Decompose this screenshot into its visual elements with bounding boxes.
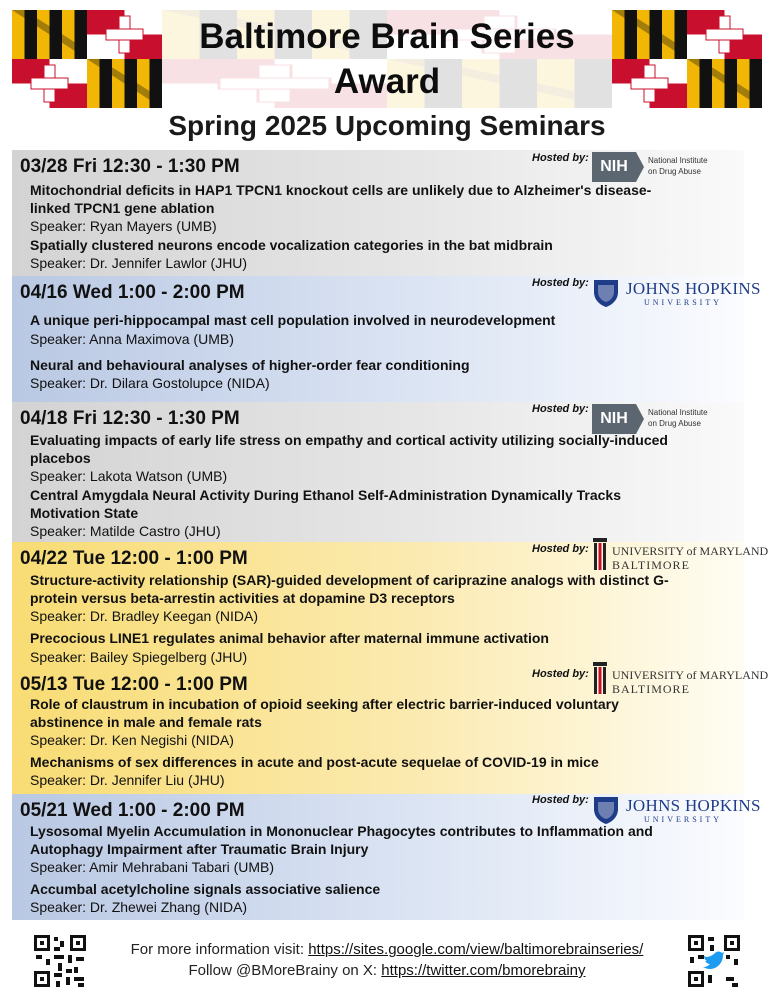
talk-speaker: Speaker: Dr. Dilara Gostolupce (NIDA) [30,375,270,391]
jhu-name: JOHNS HOPKINS [626,279,761,298]
seminar-section [12,402,744,542]
hosted-by-label: Hosted by: [532,403,589,415]
umb-logo [592,662,769,698]
footer-info-prefix: For more information visit: [130,941,309,958]
hosted-by-label: Hosted by: [532,543,589,555]
talk-speaker: Speaker: Dr. Bradley Keegan (NIDA) [30,608,258,624]
website-link[interactable]: https://sites.google.com/view/baltimorebrainseries/ [308,941,644,958]
hosted-by-label: Hosted by: [532,277,589,289]
seminar-date: 04/22 Tue 12:00 - 1:00 PM [20,548,248,569]
nih-mark: NIH [592,404,636,434]
jhu-logo [592,278,761,310]
seminar-section [12,276,761,402]
talk-title: Role of claustrum in incubation of opioid seeking after electric barrier-induced voluntary abstinence in male and female rats [30,696,619,730]
talk-title: Neural and behavioural analyses of higher-order fear conditioning [30,357,470,373]
seminar-date: 03/28 Fri 12:30 - 1:30 PM [20,156,240,177]
jhu-subname: UNIVERSITY [644,815,722,824]
talk-speaker: Speaker: Dr. Ken Negishi (NIDA) [30,732,234,748]
footer-follow-prefix: Follow @BMoreBrainy on X: [188,962,382,979]
maryland-flag-right [612,10,762,108]
footer-follow-line [100,962,674,979]
qr-code-website[interactable] [32,933,88,989]
seminar-date: 05/21 Wed 1:00 - 2:00 PM [20,800,245,821]
twitter-link[interactable]: https://twitter.com/bmorebrainy [381,962,586,979]
hosted-by-label: Hosted by: [532,668,589,680]
talk-speaker: Speaker: Dr. Zhewei Zhang (NIDA) [30,899,248,915]
hosted-by-label: Hosted by: [532,794,589,806]
footer-info-line [100,941,674,958]
talk-speaker: Speaker: Dr. Jennifer Liu (JHU) [30,772,225,788]
umb-name: UNIVERSITY of MARYLAND [612,544,769,558]
jhu-subname: UNIVERSITY [644,298,722,307]
umb-mace-icon [592,662,608,696]
umb-subname: BALTIMORE [612,682,690,696]
seminar-section [12,794,761,920]
page-subtitle: Spring 2025 Upcoming Seminars [168,110,606,141]
talk-title: Central Amygdala Neural Activity During Ethanol Self-Administration Dynamically Tracks Motivation State [30,487,622,521]
talk-title: Precocious LINE1 regulates animal behavior after maternal immune activation [30,630,549,646]
seminar-section [12,668,769,794]
talk-title: A unique peri-hippocampal mast cell population involved in neurodevelopment [30,312,556,328]
nih-mark: NIH [592,152,636,182]
talk-title: Spatially clustered neurons encode vocalization categories in the bat midbrain [30,237,553,253]
umb-mace-icon [592,538,608,572]
talk-speaker: Speaker: Dr. Jennifer Lawlor (JHU) [30,255,248,271]
talk-title: Lysosomal Myelin Accumulation in Mononuclear Phagocytes contributes to Inflammation and Autophagy Impairment after Traumatic Brain Injury [30,823,653,857]
maryland-flag-left [12,10,162,108]
jhu-shield-icon [592,278,620,308]
qr-code-twitter[interactable] [686,933,742,989]
hosted-by-label: Hosted by: [532,152,589,164]
talk-speaker: Speaker: Anna Maximova (UMB) [30,331,234,347]
nih-arrow-icon [636,152,644,182]
talk-title: Mechanisms of sex differences in acute and post-acute sequelae of COVID-19 in mice [30,754,599,770]
talk-speaker: Speaker: Matilde Castro (JHU) [30,523,221,539]
talk-speaker: Speaker: Amir Mehrabani Tabari (UMB) [30,859,275,875]
nih-logo [592,152,722,184]
seminar-date: 04/18 Fri 12:30 - 1:30 PM [20,408,240,429]
umb-name: UNIVERSITY of MARYLAND [612,668,769,682]
seminar-section [12,150,744,276]
seminar-date: 05/13 Tue 12:00 - 1:00 PM [20,674,248,695]
header [0,0,774,150]
nih-name: National Institute on Drug Abuse [648,408,708,428]
talk-title: Evaluating impacts of early life stress on empathy and cortical activity utilizing socially-induced placebos [30,432,668,466]
talk-title: Accumbal acetylcholine signals associative salience [30,881,381,897]
jhu-shield-icon [592,795,620,825]
umb-subname: BALTIMORE [612,558,690,572]
title-line-1: Baltimore Brain Series [199,17,575,56]
jhu-name: JOHNS HOPKINS [626,796,761,815]
nih-arrow-icon [636,404,644,434]
seminar-section [12,542,769,668]
talk-speaker: Speaker: Lakota Watson (UMB) [30,468,228,484]
talk-title: Mitochondrial deficits in HAP1 TPCN1 knockout cells are unlikely due to Alzheimer's disease-linked TPCN1 gene ablation [30,182,652,216]
talk-speaker: Speaker: Bailey Spiegelberg (JHU) [30,649,248,665]
nih-name: National Institute on Drug Abuse [648,156,708,176]
talk-title: Structure-activity relationship (SAR)-guided development of cariprazine analogs with distinct G-protein versus beta-arrestin activities at dopamine D3 receptors [30,572,669,606]
umb-logo [592,538,769,574]
title-line-2: Award [333,62,441,101]
page-title [162,14,612,104]
talk-speaker: Speaker: Ryan Mayers (UMB) [30,218,217,234]
seminar-date: 04/16 Wed 1:00 - 2:00 PM [20,282,245,303]
